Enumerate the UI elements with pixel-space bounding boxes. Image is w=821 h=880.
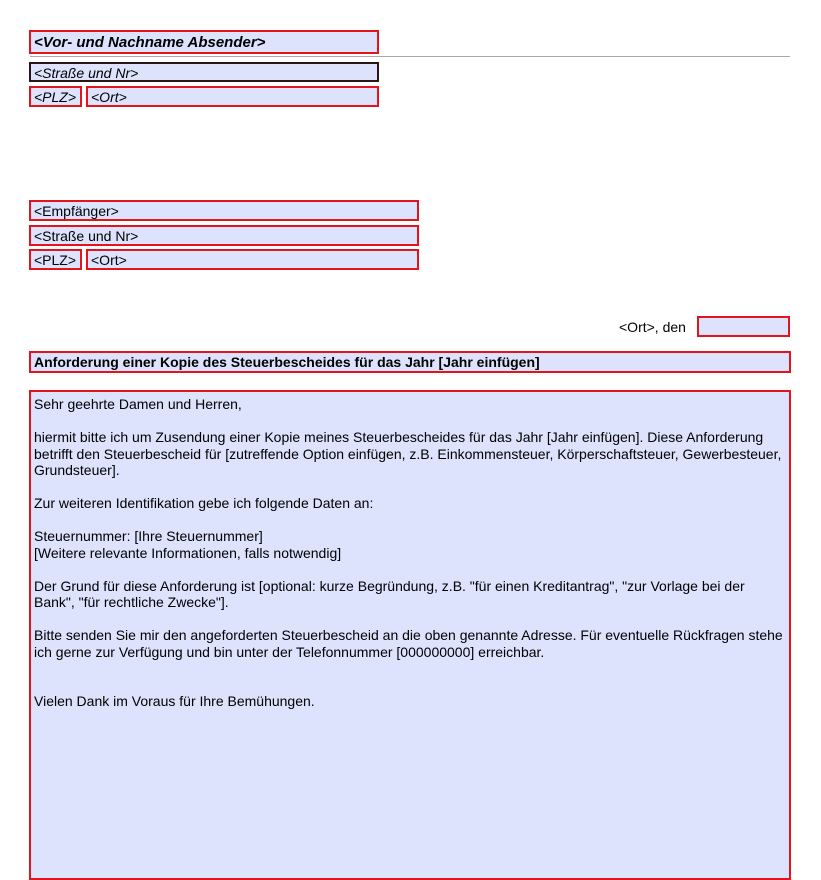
sender-street-field[interactable]: <Straße und Nr> [29, 62, 379, 82]
sender-name-field[interactable]: <Vor- und Nachname Absender> [29, 30, 379, 54]
sender-city-field[interactable]: <Ort> [86, 86, 379, 107]
recipient-street-field[interactable]: <Straße und Nr> [29, 225, 419, 246]
date-field[interactable] [697, 316, 790, 337]
recipient-name-field[interactable]: <Empfänger> [29, 200, 419, 221]
subject-field[interactable]: Anforderung einer Kopie des Steuerbescheides für das Jahr [Jahr einfügen] [29, 351, 791, 373]
body-paragraph-reason: Der Grund für diese Anforderung ist [optional: kurze Begründung, z.B. "für einen Kreditantrag", "zur Vorlage bei der Bank", "für rechtliche Zwecke"]. [34, 577, 745, 610]
body-paragraph-tax-data [34, 528, 786, 561]
body-paragraph-request: hiermit bitte ich um Zusendung einer Kopie meines Steuerbescheides für das Jahr [Jahr einfügen]. Diese Anforderung betrifft den Steuerbescheid für [zutreffende Option einfügen, z.B. Einkommensteuer, Körperschaftsteuer, Gewerbesteuer, Grundsteuer]. [34, 429, 782, 478]
closing: Vielen Dank im Voraus für Ihre Bemühungen. [34, 693, 315, 709]
recipient-city-field[interactable]: <Ort> [86, 249, 419, 270]
letter-body-field[interactable] [29, 390, 791, 880]
sender-zip-field[interactable]: <PLZ> [29, 86, 82, 107]
tax-number-line: Steuernummer: [Ihre Steuernummer] [34, 528, 263, 544]
header-divider [30, 56, 790, 57]
body-paragraph-identification: Zur weiteren Identifikation gebe ich folgende Daten an: [34, 495, 374, 511]
body-paragraph-contact: Bitte senden Sie mir den angeforderten Steuerbescheid an die oben genannte Adresse. Für eventuelle Rückfragen stehe ich gerne zur Verfügung und bin unter der Telefonnummer [000000000] erreichbar. [34, 627, 783, 660]
further-info-line: [Weitere relevante Informationen, falls notwendig] [34, 544, 342, 561]
recipient-zip-field[interactable]: <PLZ> [29, 249, 82, 270]
salutation: Sehr geehrte Damen und Herren, [34, 396, 242, 412]
dateline-place-label: <Ort>, den [619, 319, 686, 335]
